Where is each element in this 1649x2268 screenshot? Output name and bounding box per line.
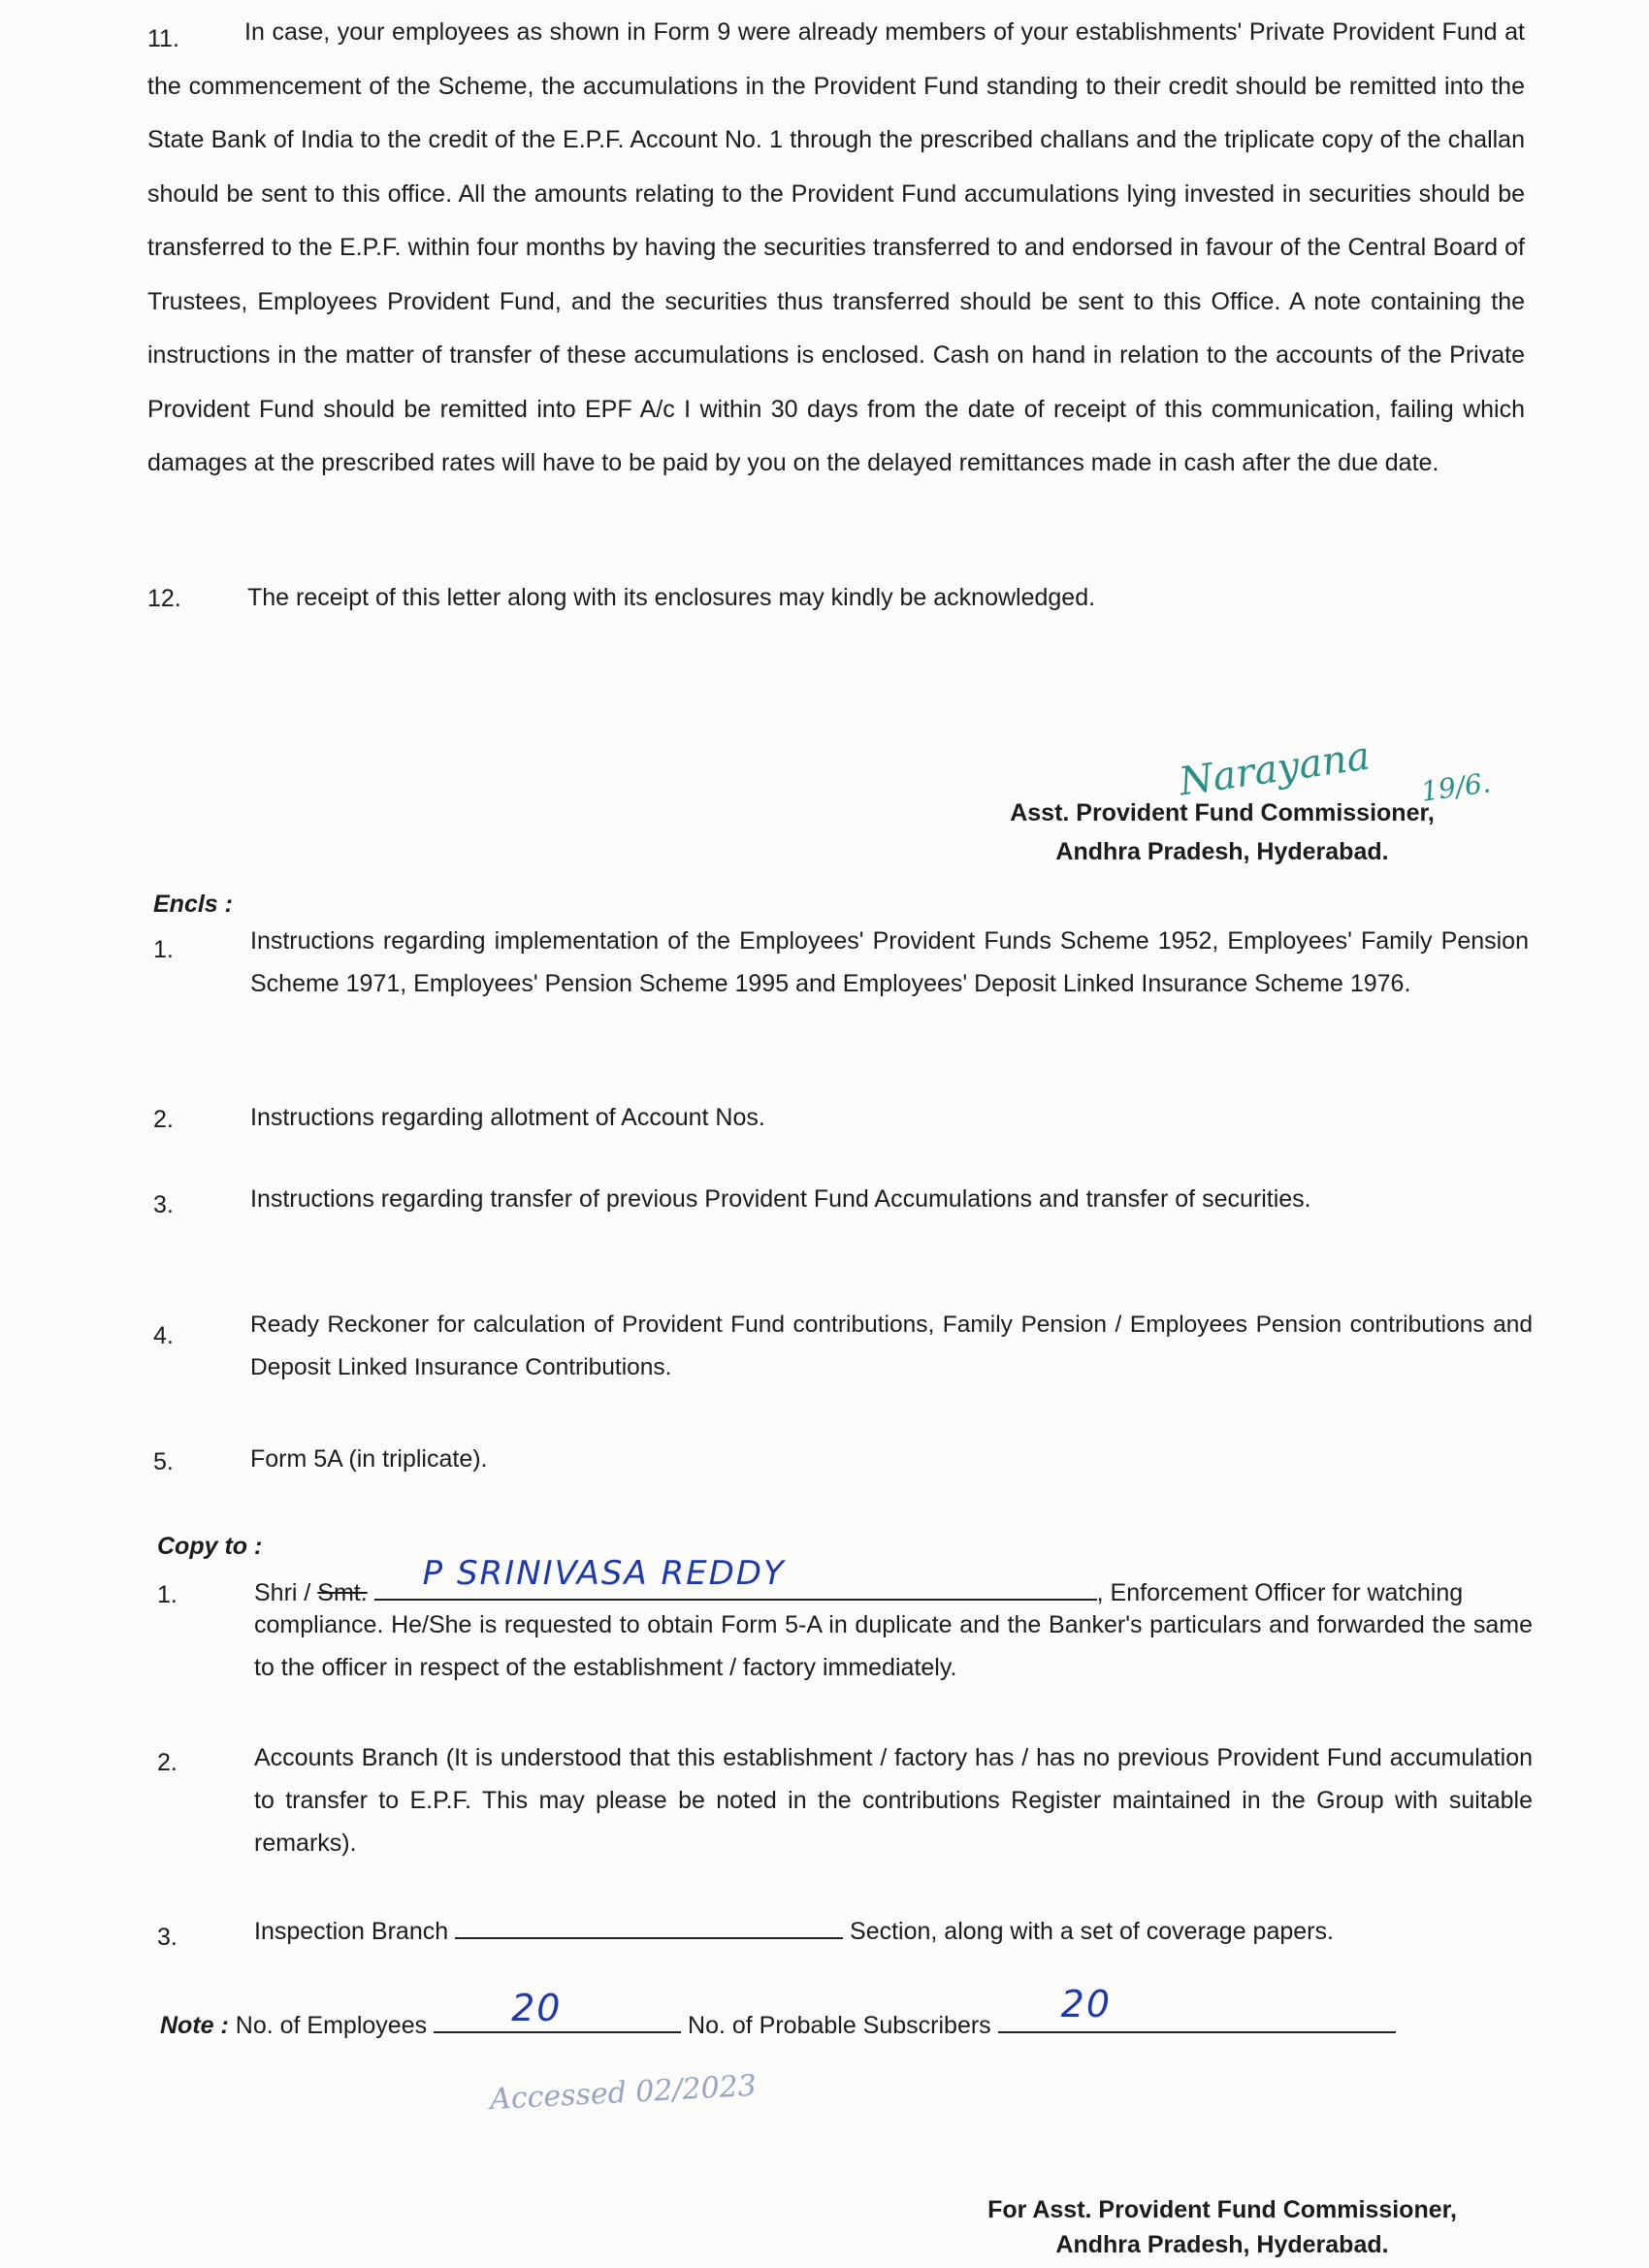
employees-field (434, 1987, 681, 2033)
handwritten-signature-date: 19/6. (1419, 766, 1493, 808)
copy-3-prefix: Inspection Branch (254, 1918, 449, 1945)
faint-handwritten-note: Accessed 02/2023 (489, 2068, 758, 2118)
enclosures-heading: Encls : (153, 891, 233, 918)
signature-title-line2: Andhra Pradesh, Hyderabad. (1055, 838, 1389, 865)
copy-1-first-line (254, 1554, 1464, 1607)
encl-5-text: Form 5A (in triplicate). (250, 1445, 488, 1473)
item-11-text (147, 6, 1525, 491)
copy-1-number: 1. (157, 1581, 178, 1608)
enforcement-officer-name-field (374, 1554, 1097, 1601)
copy-to-heading: Copy to : (157, 1533, 263, 1560)
encl-4-text: Ready Reckoner for calculation of Provident Fund contributions, Family Pension / Employees Pension contributions and Deposit Linked Insurance Contributions. (250, 1312, 1533, 1380)
footer-signature-line2: Andhra Pradesh, Hyderabad. (1055, 2231, 1389, 2258)
copy-2-number: 2. (157, 1749, 178, 1776)
item-11-number: 11. (147, 25, 179, 52)
subscribers-value: 20 (1060, 1983, 1112, 2025)
encl-3-text: Instructions regarding transfer of previous Provident Fund Accumulations and transfer of securities. (250, 1185, 1311, 1213)
item-12-text: The receipt of this letter along with its enclosures may kindly be acknowledged. (247, 584, 1096, 611)
signature-title-line1: Asst. Provident Fund Commissioner, (1010, 799, 1435, 826)
signature-title (980, 794, 1465, 871)
encl-2-text: Instructions regarding allotment of Account Nos. (250, 1104, 765, 1131)
inspection-branch-field (455, 1916, 843, 1939)
encl-3-number: 3. (153, 1191, 174, 1218)
copy-3-suffix: Section, along with a set of coverage papers. (850, 1918, 1334, 1945)
encl-4-number: 4. (153, 1322, 174, 1349)
note-label: Note : (160, 2012, 229, 2039)
encl-2-number: 2. (153, 1106, 174, 1133)
encl-1-text: Instructions regarding implementation of the Employees' Provident Funds Scheme 1952, Employees' Family Pension Scheme 1971, Employees' Pension Scheme 1995 and Employees' Deposit Linked Insurance Scheme 1976. (250, 927, 1529, 997)
handwritten-signature: Narayana (1176, 733, 1374, 805)
copy-1-rest: compliance. He/She is requested to obtain Form 5-A in duplicate and the Banker's particulars and forwarded the same to the officer in respect of the establishment / factory immediately. (254, 1611, 1533, 1681)
item-12-number: 12. (147, 585, 181, 612)
employees-value: 20 (511, 1987, 563, 2029)
subscribers-label: No. of Probable Subscribers (688, 2012, 991, 2039)
copy-3-number: 3. (157, 1924, 178, 1951)
copy-1-prefix: Shri / (254, 1579, 318, 1606)
subscribers-field (998, 1983, 1396, 2033)
item-11-body: In case, your employees as shown in Form 9 were already members of your establishments' Private Provident Fund at the commencement of the Scheme, the accumulations in the Provident Fund standing to their credit should be remitted into the State Bank of India to the credit of the E.P.F. Account No. 1 through the prescribed challans and the triplicate copy of the challan should be sent to this office. All the amounts relating to the Provident Fund accumulations lying invested in securities should be transferred to the E.P.F. within four months by having the securities transferred to and endorsed in favour of the Central Board of Trustees, Employees Provident Fund, and the securities thus transferred should be sent to this Office. A note containing the instructions in the matter of transfer of these accumulations is enclosed. Cash on hand in relation to the accounts of the Private Provident Fund should be remitted into EPF A/c I within 30 days from the date of receipt of this communication, failing which damages at the prescribed rates will have to be paid by you on the delayed remittances made in cash after the due date. (147, 18, 1525, 476)
copy-1-struck: Smt. (317, 1579, 368, 1606)
encl-5-number: 5. (153, 1448, 174, 1475)
footer-signature-line1: For Asst. Provident Fund Commissioner, (987, 2196, 1457, 2223)
copy-3-line (254, 1916, 1334, 1946)
footer-signature (931, 2192, 1513, 2262)
encl-1-number: 1. (153, 936, 174, 963)
enforcement-officer-name: P SRINIVASA REDDY (422, 1554, 786, 1593)
note-line (160, 1983, 1396, 2040)
employees-label: No. of Employees (235, 2012, 428, 2039)
copy-2-text: Accounts Branch (It is understood that this establishment / factory has / has no previous Provident Fund accumulation to transfer to E.P.F. This may please be noted in the contributions Register maintained in the Group with suitable remarks). (254, 1744, 1533, 1857)
copy-1-suffix: , Enforcement Officer for watching (1096, 1579, 1464, 1606)
